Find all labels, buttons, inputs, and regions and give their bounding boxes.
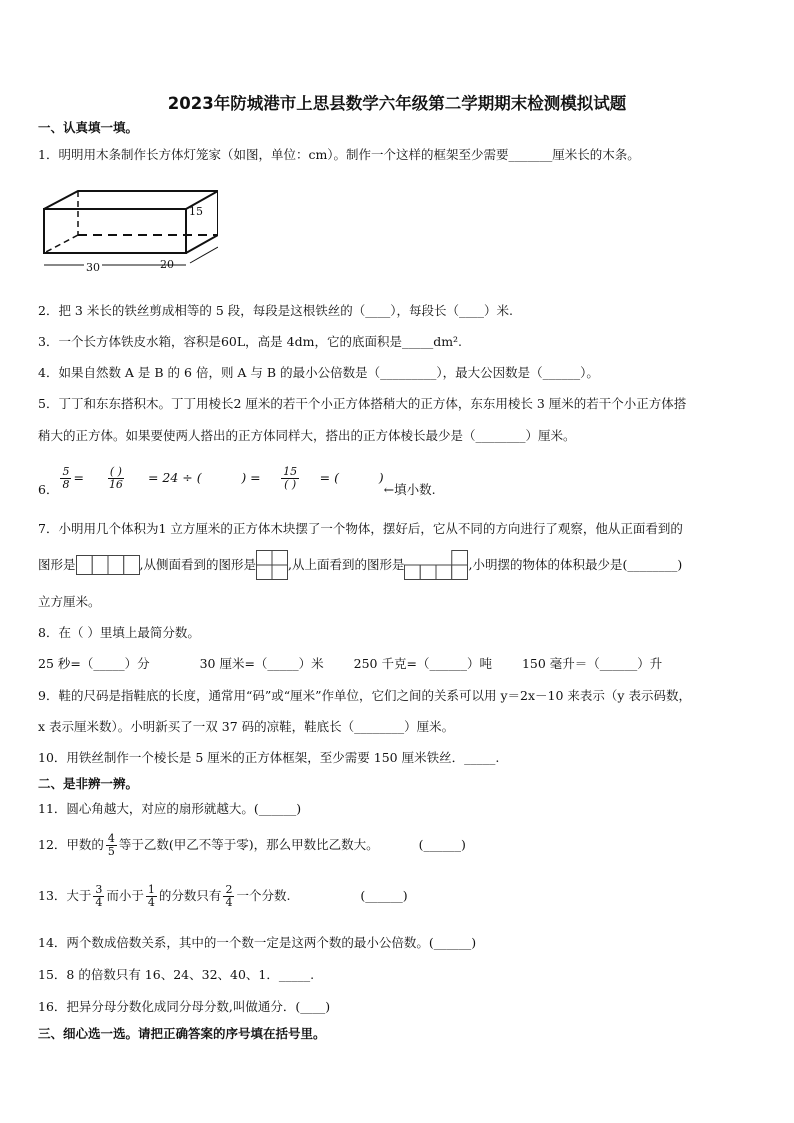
front-view-figure (76, 555, 140, 575)
fraction-4-5: $\frac{4}{5}$ (107, 831, 115, 858)
question-9-line-1: 9．鞋的尺码是指鞋底的长度，通常用“码”或“厘米”作单位，它们之间的关系可以用 y＝2x－10 来表示（y 表示码数， (38, 688, 691, 703)
question-7-line-1: 7．小明用几个体积为1 立方厘米的正方体木块摆了一个物体，摆好后，它从不同的方向进行了观察，他从正面看到的 (38, 521, 683, 536)
section-2-heading: 二、是非辨一辨。 (38, 776, 139, 791)
q8-item: 30 厘米=（_____）米 (199, 656, 324, 671)
question-16: 16．把异分母分数化成同分母分数,叫做通分．(____) (38, 999, 331, 1014)
fraction-15-blank: $\frac{15}{( )}$ (283, 464, 298, 491)
section-3-heading: 三、细心选一选。请把正确答案的序号填在括号里。 (38, 1026, 326, 1041)
equals-sign: = (73, 470, 84, 485)
question-3: 3．一个长方体铁皮水箱，容积是60L，高是 4dm，它的底面积是_____dm². (38, 334, 463, 349)
decimal-blank: = ( ) (319, 470, 384, 485)
page-title: 2023年防城港市上思县数学六年级第二学期期末检测模拟试题 (167, 94, 627, 113)
volume-question: ,小明摆的物体的体积最少是(________) (468, 557, 683, 572)
question-13: 13．大于 $\frac{3}{4}$ 而小于 $\frac{1}{4}$ 的分数只有 $\frac{2}{4}$ 一个分数. (______) (38, 882, 408, 909)
side-view-label: ,从侧面看到的图形是 (139, 557, 256, 572)
question-6-number: 6． (38, 482, 59, 497)
fraction-blank-16: $\frac{( )}{16}$ (108, 464, 123, 491)
question-14: 14．两个数成倍数关系，其中的一个数一定是这两个数的最小公倍数。(______) (38, 935, 477, 950)
section-1-heading: 一、认真填一填。 (38, 120, 139, 135)
cuboid-figure (38, 185, 218, 280)
fraction-5-8: $\frac{5}{8}$ (62, 464, 70, 491)
question-4: 4．如果自然数 A 是 B 的 6 倍，则 A 与 B 的最小公倍数是（_________），最大公因数是（______）。 (38, 365, 599, 380)
top-view-figure (404, 550, 468, 580)
cuboid-length-label: 30 (86, 261, 100, 274)
fraction-1-4: $\frac{1}{4}$ (147, 882, 155, 909)
question-5-line-2: 稍大的正方体。如果要使两人搭出的正方体同样大，搭出的正方体棱长最少是（________）厘米。 (38, 428, 576, 443)
question-15: 15．8 的倍数只有 16、24、32、40、1．_____. (38, 967, 315, 982)
fraction-2-4: $\frac{2}{4}$ (225, 882, 233, 909)
question-8-items (38, 656, 662, 672)
division-expression: = 24 ÷ ( ) = (147, 470, 261, 485)
side-view-figure (256, 550, 288, 580)
question-5-line-1: 5．丁丁和东东搭积木。丁丁用棱长2 厘米的若干个小正方体搭稍大的正方体，东东用棱长 3 厘米的若干个小正方体搭 (38, 396, 687, 411)
q8-item: 150 毫升＝（______）升 (521, 656, 663, 671)
question-12: 12．甲数的 $\frac{4}{5}$ 等于乙数(甲乙不等于零)，那么甲数比乙数大。 (______) (38, 831, 466, 858)
question-11: 11．圆心角越大，对应的扇形就越大。(______) (38, 801, 302, 816)
cuboid-height-label: 15 (189, 205, 203, 218)
answer-blank: (______) (418, 837, 466, 852)
answer-blank: (______) (360, 888, 408, 903)
question-6 (38, 458, 436, 498)
question-8: 8．在（ ）里填上最简分数。 (38, 625, 200, 640)
fraction-3-4: $\frac{3}{4}$ (95, 882, 103, 909)
question-1: 1．明明用木条制作长方体灯笼家（如图，单位：cm）。制作一个这样的框架至少需要_______厘米长的木条。 (38, 147, 640, 162)
question-9-line-2: x 表示厘米数）。小明新买了一双 37 码的凉鞋，鞋底长（________）厘米。 (38, 719, 455, 734)
q8-item: 250 千克=（______）吨 (353, 656, 492, 671)
question-10: 10．用铁丝制作一个棱长是 5 厘米的正方体框架，至少需要 150 厘米铁丝．_____. (38, 750, 500, 765)
cuboid-width-label: 20 (160, 258, 174, 271)
fill-decimal-hint: ←填小数. (383, 482, 436, 497)
question-7-line-2 (38, 550, 682, 580)
q8-item: 25 秒=（_____）分 (38, 656, 150, 671)
top-view-label: ,从上面看到的图形是 (288, 557, 405, 572)
question-7-line-3: 立方厘米。 (38, 594, 101, 609)
front-view-label: 图形是 (38, 557, 76, 572)
question-2: 2．把 3 米长的铁丝剪成相等的 5 段，每段是这根铁丝的（____），每段长（____）米. (38, 303, 513, 318)
